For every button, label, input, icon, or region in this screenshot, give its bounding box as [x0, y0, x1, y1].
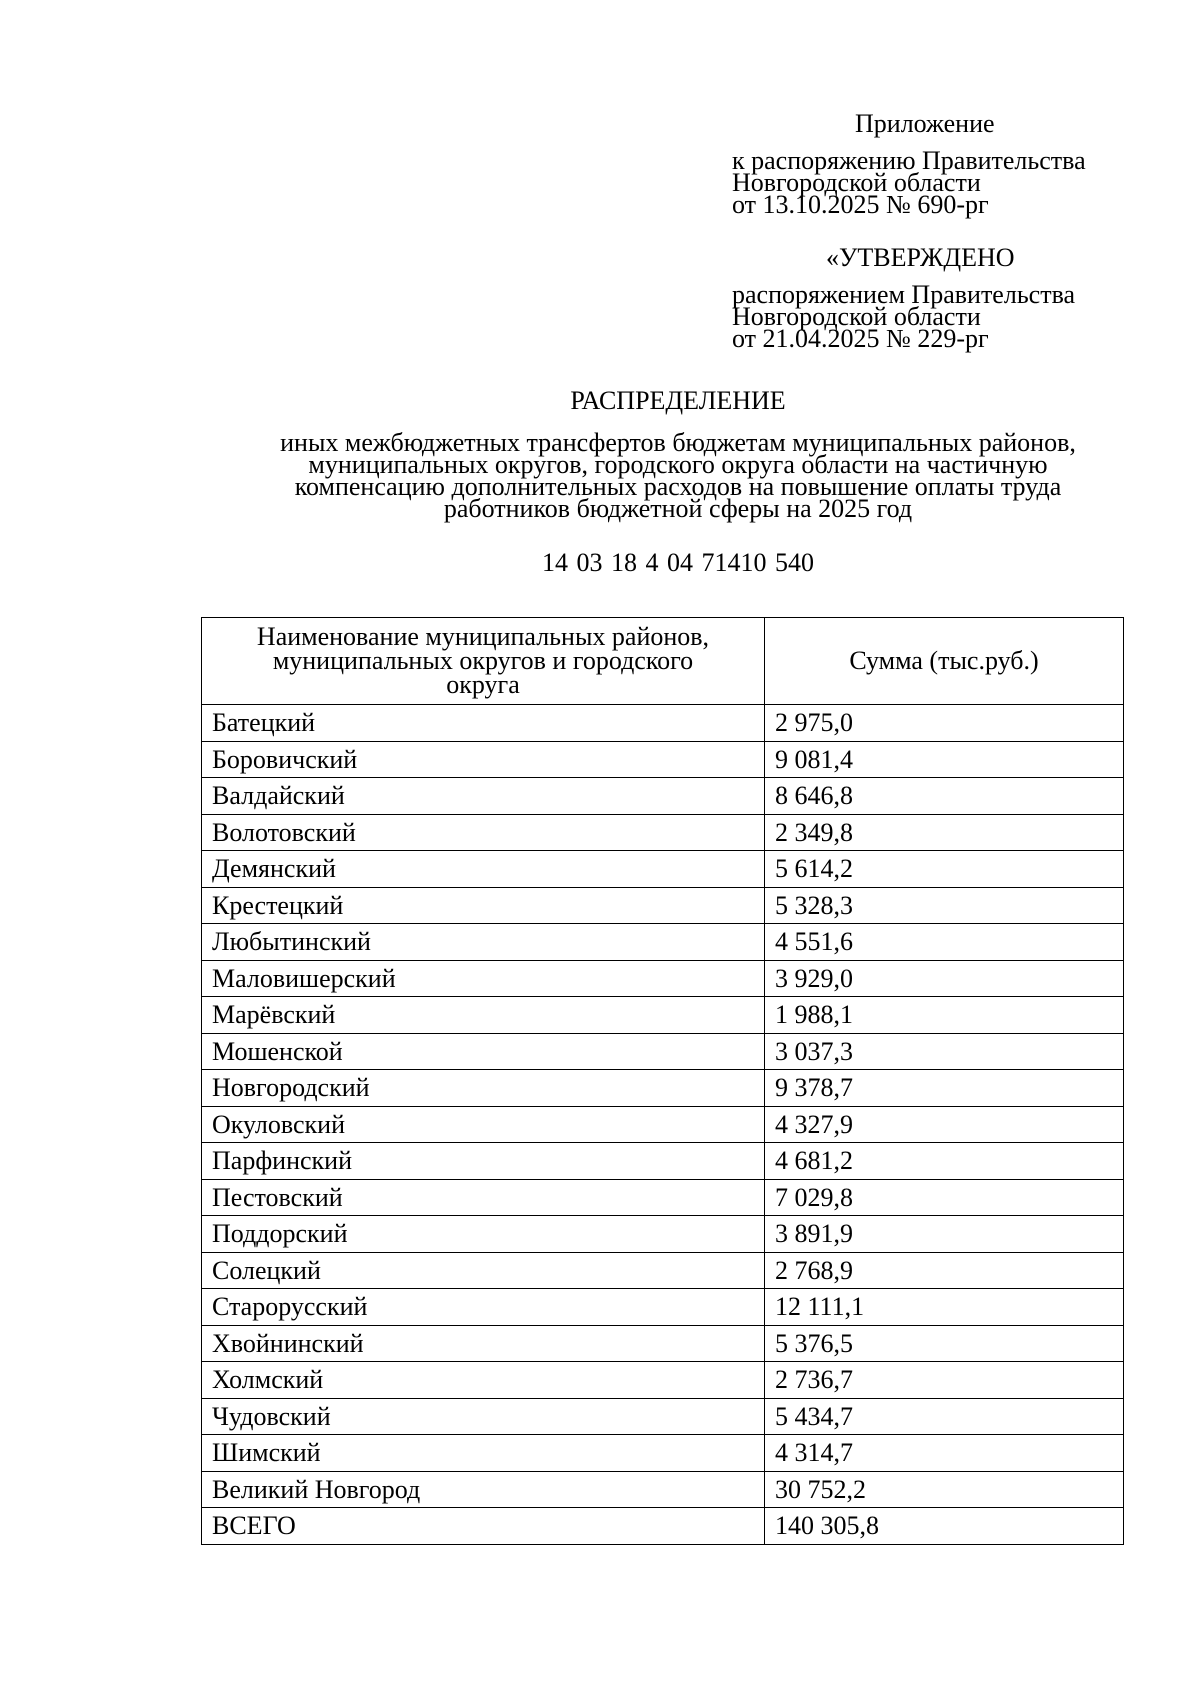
municipality-name-cell: Великий Новгород	[202, 1471, 765, 1508]
appendix-reference-line: к распоряжению Правительства	[732, 146, 1086, 175]
approved-reference	[732, 280, 1076, 353]
municipality-name-cell: Пестовский	[202, 1179, 765, 1216]
municipality-name-cell: Крестецкий	[202, 887, 765, 924]
municipality-name-cell: Солецкий	[202, 1252, 765, 1289]
municipality-name-cell: Холмский	[202, 1362, 765, 1399]
table-row	[202, 1362, 1124, 1399]
column-header-name	[202, 618, 765, 705]
municipality-name-cell: Парфинский	[202, 1143, 765, 1180]
amount-cell: 7 029,8	[765, 1179, 1124, 1216]
approved-reference-line: от 21.04.2025 № 229-рг	[732, 324, 989, 353]
table-row	[202, 741, 1124, 778]
document-subtitle	[0, 428, 1200, 523]
table-row	[202, 1471, 1124, 1508]
municipality-name-cell: Любытинский	[202, 924, 765, 961]
municipality-name-cell: Хвойнинский	[202, 1325, 765, 1362]
amount-cell: 4 551,6	[765, 924, 1124, 961]
table-row	[202, 1289, 1124, 1326]
amount-cell: 5 328,3	[765, 887, 1124, 924]
column-header-name-line: Наименование муниципальных районов,	[256, 622, 710, 651]
amount-cell: 2 349,8	[765, 814, 1124, 851]
subtitle-line: компенсацию дополнительных расходов на повышение оплаты труда	[294, 472, 1062, 501]
municipality-name-cell: ВСЕГО	[202, 1508, 765, 1545]
table-row	[202, 924, 1124, 961]
amount-cell: 3 037,3	[765, 1033, 1124, 1070]
amount-cell: 9 378,7	[765, 1070, 1124, 1107]
appendix-reference-line: Новгородской области	[732, 168, 981, 197]
table-row	[202, 997, 1124, 1034]
amount-cell: 4 314,7	[765, 1435, 1124, 1472]
municipality-name-cell: Окуловский	[202, 1106, 765, 1143]
subtitle-line: муниципальных округов, городского округа области на частичную	[308, 450, 1048, 479]
appendix-reference-line: от 13.10.2025 № 690-рг	[732, 190, 989, 219]
column-header-name-line: округа	[446, 670, 520, 699]
table-row	[202, 851, 1124, 888]
municipality-name-cell: Мошенской	[202, 1033, 765, 1070]
table-row	[202, 814, 1124, 851]
table-row	[202, 1179, 1124, 1216]
amount-cell: 3 891,9	[765, 1216, 1124, 1253]
municipality-name-cell: Марёвский	[202, 997, 765, 1034]
municipality-name-cell: Боровичский	[202, 741, 765, 778]
amount-cell: 2 768,9	[765, 1252, 1124, 1289]
table-row	[202, 1398, 1124, 1435]
municipality-name-cell: Валдайский	[202, 778, 765, 815]
subtitle-line: иных межбюджетных трансфертов бюджетам муниципальных районов,	[280, 428, 1076, 457]
table-row	[202, 1435, 1124, 1472]
amount-cell: 3 929,0	[765, 960, 1124, 997]
subtitle-line: работников бюджетной сферы на 2025 год	[443, 494, 913, 523]
column-header-name-line: муниципальных округов и городского	[272, 646, 694, 675]
allocation-table	[201, 617, 1124, 1545]
table-row	[202, 1143, 1124, 1180]
appendix-title: Приложение	[855, 109, 995, 138]
approved-reference-line: распоряжением Правительства	[732, 280, 1076, 309]
municipality-name-cell: Новгородский	[202, 1070, 765, 1107]
table-row	[202, 887, 1124, 924]
amount-cell: 5 434,7	[765, 1398, 1124, 1435]
municipality-name-cell: Чудовский	[202, 1398, 765, 1435]
approved-title: «УТВЕРЖДЕНО	[826, 243, 1015, 272]
approved-reference-line: Новгородской области	[732, 302, 981, 331]
amount-cell: 2 736,7	[765, 1362, 1124, 1399]
table-row	[202, 1106, 1124, 1143]
table-row	[202, 778, 1124, 815]
table-row	[202, 1252, 1124, 1289]
municipality-name-cell: Маловишерский	[202, 960, 765, 997]
municipality-name-cell: Старорусский	[202, 1289, 765, 1326]
table-row	[202, 1070, 1124, 1107]
table-row	[202, 1033, 1124, 1070]
municipality-name-cell: Поддорский	[202, 1216, 765, 1253]
table-row	[202, 960, 1124, 997]
table-row	[202, 1216, 1124, 1253]
amount-cell: 140 305,8	[765, 1508, 1124, 1545]
amount-cell: 9 081,4	[765, 741, 1124, 778]
amount-cell: 8 646,8	[765, 778, 1124, 815]
table-row	[202, 1325, 1124, 1362]
table-header-row	[202, 618, 1124, 705]
municipality-name-cell: Батецкий	[202, 705, 765, 742]
table-body	[202, 705, 1124, 1545]
municipality-name-cell: Волотовский	[202, 814, 765, 851]
municipality-name-cell: Демянский	[202, 851, 765, 888]
amount-cell: 12 111,1	[765, 1289, 1124, 1326]
amount-cell: 4 327,9	[765, 1106, 1124, 1143]
table-row	[202, 1508, 1124, 1545]
amount-cell: 5 614,2	[765, 851, 1124, 888]
amount-cell: 5 376,5	[765, 1325, 1124, 1362]
budget-classification-code: 14 03 18 4 04 71410 540	[542, 548, 814, 577]
table-row	[202, 705, 1124, 742]
municipality-name-cell: Шимский	[202, 1435, 765, 1472]
amount-cell: 2 975,0	[765, 705, 1124, 742]
amount-cell: 1 988,1	[765, 997, 1124, 1034]
appendix-reference	[732, 146, 1086, 219]
amount-cell: 4 681,2	[765, 1143, 1124, 1180]
column-header-amount: Сумма (тыс.руб.)	[765, 618, 1124, 705]
amount-cell: 30 752,2	[765, 1471, 1124, 1508]
document-heading: РАСПРЕДЕЛЕНИЕ	[570, 386, 786, 415]
